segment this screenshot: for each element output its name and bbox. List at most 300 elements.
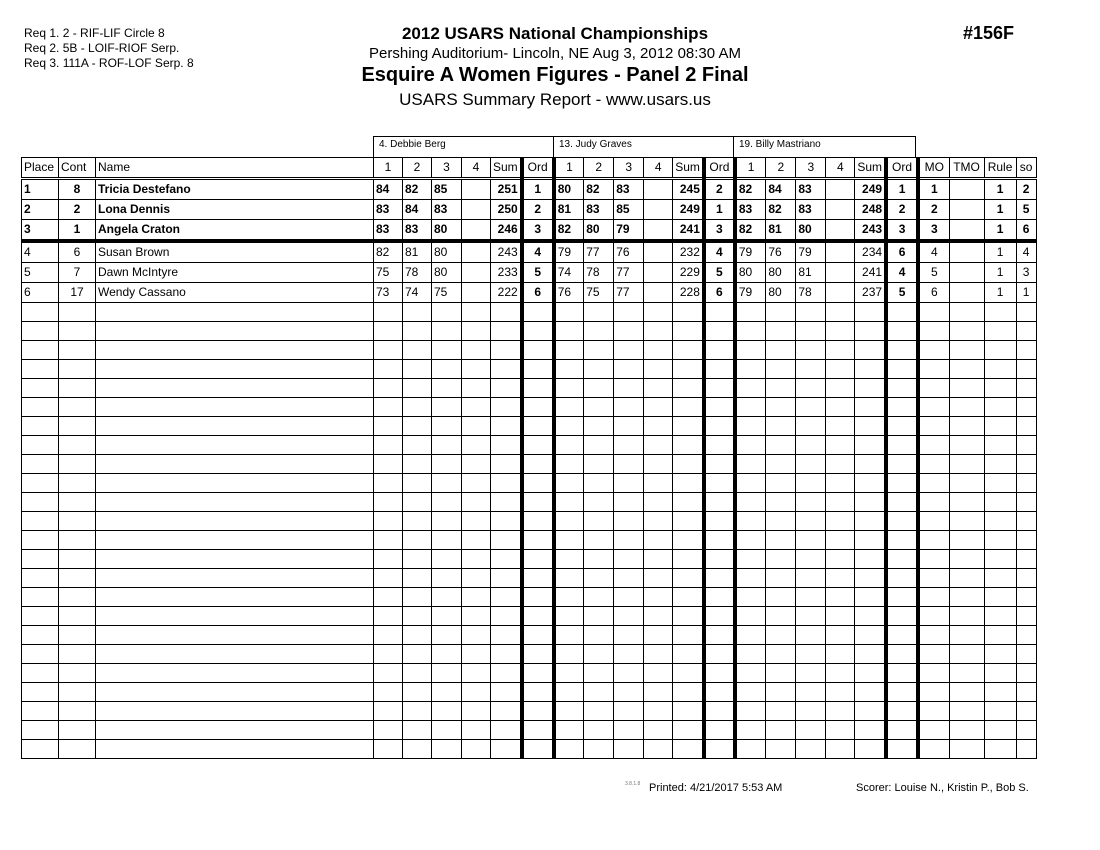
- name-cell: [96, 569, 374, 588]
- judge1-ord-cell: [522, 683, 554, 702]
- so-cell: [1016, 360, 1036, 379]
- judge3-ord-cell: [886, 588, 918, 607]
- judge1-score-1-cell: [374, 569, 403, 588]
- judge1-ord-cell: [522, 740, 554, 759]
- mo-cell: [918, 569, 949, 588]
- judge2-ord-cell: [704, 379, 735, 398]
- judge1-ord-cell: [522, 322, 554, 341]
- judge3-ord-cell: [886, 493, 918, 512]
- judge1-sum-cell: [491, 740, 522, 759]
- judge2-score-3-cell: [614, 322, 644, 341]
- judge3-score-2-cell: [766, 664, 796, 683]
- judge1-score-1-cell: [374, 645, 403, 664]
- judge3-score-4-cell: [826, 493, 855, 512]
- judge1-sum-cell: 233: [491, 263, 522, 283]
- judge1-score-4-cell: [462, 417, 491, 436]
- judge1-score-2-cell: 78: [403, 263, 432, 283]
- judge1-ord-cell: [522, 341, 554, 360]
- judge1-sum-cell: 243: [491, 241, 522, 263]
- col-j3-ord: Ord: [886, 158, 918, 179]
- judge3-score-3-cell: [796, 588, 826, 607]
- judge2-score-1-cell: [554, 569, 584, 588]
- judge2-score-2-cell: [584, 455, 614, 474]
- judge3-score-1-cell: [735, 531, 766, 550]
- judge3-sum-cell: [855, 588, 886, 607]
- judge1-score-3-cell: [432, 721, 462, 740]
- judge1-sum-cell: [491, 607, 522, 626]
- place-cell: [22, 550, 59, 569]
- cont-cell: [59, 512, 96, 531]
- judge1-ord-cell: [522, 379, 554, 398]
- empty-row: [22, 474, 1037, 493]
- judge2-sum-cell: 245: [673, 179, 704, 200]
- mo-cell: [918, 683, 949, 702]
- empty-row: [22, 436, 1037, 455]
- judge2-score-2-cell: [584, 626, 614, 645]
- mo-cell: [918, 721, 949, 740]
- judge1-score-3-cell: [432, 322, 462, 341]
- judge3-ord-cell: [886, 664, 918, 683]
- mo-cell: 4: [918, 241, 949, 263]
- judge2-score-4-cell: [644, 241, 673, 263]
- judge3-sum-cell: 241: [855, 263, 886, 283]
- judge2-sum-cell: [673, 474, 704, 493]
- judge3-score-4-cell: [826, 241, 855, 263]
- judge1-sum-cell: [491, 436, 522, 455]
- judge1-score-2-cell: 84: [403, 200, 432, 220]
- judge2-score-1-cell: [554, 493, 584, 512]
- judge2-score-1-cell: 82: [554, 220, 584, 242]
- judge2-sum-cell: [673, 493, 704, 512]
- judge2-score-4-cell: [644, 721, 673, 740]
- name-cell: Angela Craton: [96, 220, 374, 242]
- judge1-sum-cell: [491, 569, 522, 588]
- judge1-score-3-cell: 80: [432, 220, 462, 242]
- rule-cell: [984, 683, 1016, 702]
- judge1-score-1-cell: [374, 360, 403, 379]
- judge3-ord-cell: 6: [886, 241, 918, 263]
- judge3-ord-cell: [886, 702, 918, 721]
- mo-cell: 5: [918, 263, 949, 283]
- empty-row: [22, 683, 1037, 702]
- place-cell: [22, 417, 59, 436]
- judge1-score-3-cell: [432, 303, 462, 322]
- judge1-score-1-cell: [374, 588, 403, 607]
- judge3-sum-cell: [855, 721, 886, 740]
- tmo-cell: [949, 569, 984, 588]
- rule-cell: [984, 322, 1016, 341]
- name-cell: Lona Dennis: [96, 200, 374, 220]
- judge1-score-1-cell: [374, 531, 403, 550]
- name-cell: [96, 341, 374, 360]
- empty-row: [22, 588, 1037, 607]
- name-cell: [96, 607, 374, 626]
- judge1-sum-cell: [491, 303, 522, 322]
- judge3-sum-cell: 249: [855, 179, 886, 200]
- rule-cell: [984, 436, 1016, 455]
- col-tmo: TMO: [949, 158, 984, 179]
- col-name: Name: [96, 158, 374, 179]
- judge3-score-4-cell: [826, 200, 855, 220]
- judge2-score-1-cell: [554, 740, 584, 759]
- judge1-sum-cell: [491, 417, 522, 436]
- col-j3-s2: 2: [766, 158, 796, 179]
- judge2-ord-cell: [704, 455, 735, 474]
- judge2-ord-cell: [704, 721, 735, 740]
- judge2-score-4-cell: [644, 179, 673, 200]
- judge3-score-1-cell: 79: [735, 241, 766, 263]
- judge1-score-1-cell: [374, 664, 403, 683]
- tmo-cell: [949, 398, 984, 417]
- judge3-score-4-cell: [826, 550, 855, 569]
- judge2-sum-cell: 249: [673, 200, 704, 220]
- judge1-score-4-cell: [462, 569, 491, 588]
- judge1-score-2-cell: [403, 512, 432, 531]
- scorer-names: Scorer: Louise N., Kristin P., Bob S.: [856, 782, 1029, 794]
- cont-cell: [59, 379, 96, 398]
- judge3-ord-cell: [886, 740, 918, 759]
- place-cell: [22, 474, 59, 493]
- mo-cell: [918, 626, 949, 645]
- place-cell: [22, 607, 59, 626]
- col-j2-ord: Ord: [704, 158, 735, 179]
- judge1-score-3-cell: 83: [432, 200, 462, 220]
- cont-cell: [59, 493, 96, 512]
- judge3-sum-cell: [855, 303, 886, 322]
- judge1-score-1-cell: 83: [374, 200, 403, 220]
- judge1-sum-cell: [491, 379, 522, 398]
- judge1-score-3-cell: [432, 702, 462, 721]
- tmo-cell: [949, 607, 984, 626]
- so-cell: [1016, 588, 1036, 607]
- judge3-score-1-cell: [735, 417, 766, 436]
- judge1-sum-cell: [491, 493, 522, 512]
- tmo-cell: [949, 474, 984, 493]
- judge1-ord-cell: [522, 512, 554, 531]
- judge2-ord-cell: [704, 398, 735, 417]
- judge3-ord-cell: [886, 417, 918, 436]
- cont-cell: [59, 664, 96, 683]
- judge3-score-1-cell: [735, 303, 766, 322]
- rule-cell: 1: [984, 200, 1016, 220]
- judge3-score-3-cell: [796, 550, 826, 569]
- cont-cell: [59, 645, 96, 664]
- judge2-ord-cell: 1: [704, 200, 735, 220]
- judge3-score-1-cell: [735, 379, 766, 398]
- judge3-score-2-cell: 80: [766, 283, 796, 303]
- judge3-sum-cell: 243: [855, 220, 886, 242]
- judge3-ord-cell: [886, 398, 918, 417]
- judge3-score-3-cell: 80: [796, 220, 826, 242]
- name-cell: [96, 493, 374, 512]
- judge3-score-1-cell: [735, 683, 766, 702]
- judge3-score-4-cell: [826, 607, 855, 626]
- judge1-score-1-cell: [374, 721, 403, 740]
- judge1-score-2-cell: [403, 398, 432, 417]
- so-cell: [1016, 341, 1036, 360]
- judge2-score-2-cell: [584, 417, 614, 436]
- cont-cell: [59, 303, 96, 322]
- so-cell: [1016, 455, 1036, 474]
- rule-cell: [984, 531, 1016, 550]
- judge3-score-1-cell: [735, 569, 766, 588]
- judge3-score-1-cell: [735, 588, 766, 607]
- judge1-ord-cell: [522, 398, 554, 417]
- place-cell: [22, 645, 59, 664]
- col-rule: Rule: [984, 158, 1016, 179]
- judge2-score-2-cell: [584, 740, 614, 759]
- judge1-ord-cell: [522, 702, 554, 721]
- judge2-score-4-cell: [644, 220, 673, 242]
- col-j2-sum: Sum: [673, 158, 704, 179]
- judge2-ord-cell: [704, 493, 735, 512]
- judge3-score-3-cell: [796, 531, 826, 550]
- judge1-score-1-cell: [374, 455, 403, 474]
- tmo-cell: [949, 220, 984, 242]
- judge2-ord-cell: [704, 303, 735, 322]
- judge3-ord-cell: [886, 436, 918, 455]
- rule-cell: [984, 607, 1016, 626]
- judge2-score-3-cell: 77: [614, 283, 644, 303]
- judge1-score-4-cell: [462, 702, 491, 721]
- judge2-sum-cell: [673, 398, 704, 417]
- judge1-score-1-cell: [374, 702, 403, 721]
- so-cell: [1016, 398, 1036, 417]
- judge2-score-4-cell: [644, 263, 673, 283]
- judge3-sum-cell: [855, 379, 886, 398]
- place-cell: 1: [22, 179, 59, 200]
- judge1-ord-cell: [522, 474, 554, 493]
- judge1-score-2-cell: 74: [403, 283, 432, 303]
- judge2-score-3-cell: 77: [614, 263, 644, 283]
- so-cell: [1016, 664, 1036, 683]
- judge1-sum-cell: 246: [491, 220, 522, 242]
- judge1-score-2-cell: [403, 550, 432, 569]
- judge1-ord-cell: [522, 303, 554, 322]
- cont-cell: [59, 322, 96, 341]
- empty-row: [22, 702, 1037, 721]
- judge2-score-4-cell: [644, 512, 673, 531]
- judge1-score-4-cell: [462, 626, 491, 645]
- judge2-score-1-cell: [554, 417, 584, 436]
- judge1-score-4-cell: [462, 607, 491, 626]
- rule-cell: [984, 569, 1016, 588]
- so-cell: [1016, 512, 1036, 531]
- judge2-ord-cell: [704, 550, 735, 569]
- cont-cell: [59, 531, 96, 550]
- place-cell: [22, 588, 59, 607]
- judge3-score-3-cell: [796, 341, 826, 360]
- judge3-score-1-cell: [735, 474, 766, 493]
- judge3-score-3-cell: [796, 702, 826, 721]
- printed-timestamp: Printed: 4/21/2017 5:53 AM: [649, 782, 783, 794]
- judge2-score-4-cell: [644, 283, 673, 303]
- judge1-score-3-cell: 85: [432, 179, 462, 200]
- judge1-score-4-cell: [462, 721, 491, 740]
- judge2-score-3-cell: [614, 474, 644, 493]
- judge1-ord-cell: 2: [522, 200, 554, 220]
- judge2-score-2-cell: [584, 683, 614, 702]
- judge1-sum-cell: [491, 702, 522, 721]
- judge3-score-2-cell: 76: [766, 241, 796, 263]
- rule-cell: [984, 645, 1016, 664]
- empty-row: [22, 417, 1037, 436]
- event-number: #156F: [963, 23, 1015, 43]
- judge3-score-4-cell: [826, 702, 855, 721]
- judge1-ord-cell: [522, 360, 554, 379]
- col-j2-s3: 3: [614, 158, 644, 179]
- judge2-score-1-cell: [554, 379, 584, 398]
- judge3-score-2-cell: 80: [766, 263, 796, 283]
- tmo-cell: [949, 550, 984, 569]
- judge2-score-3-cell: [614, 588, 644, 607]
- judge2-sum-cell: [673, 588, 704, 607]
- judge3-score-2-cell: [766, 607, 796, 626]
- rule-cell: [984, 474, 1016, 493]
- empty-row: [22, 341, 1037, 360]
- tmo-cell: [949, 531, 984, 550]
- empty-row: [22, 455, 1037, 474]
- judge3-score-4-cell: [826, 360, 855, 379]
- judge3-score-2-cell: [766, 512, 796, 531]
- judge1-score-3-cell: [432, 360, 462, 379]
- judge3-score-1-cell: 83: [735, 200, 766, 220]
- judge1-score-2-cell: [403, 683, 432, 702]
- judge2-sum-cell: [673, 303, 704, 322]
- judge1-score-4-cell: [462, 493, 491, 512]
- cont-cell: [59, 436, 96, 455]
- rule-cell: [984, 721, 1016, 740]
- judge2-score-3-cell: [614, 455, 644, 474]
- judge3-score-4-cell: [826, 664, 855, 683]
- judge3-ord-cell: [886, 626, 918, 645]
- tmo-cell: [949, 283, 984, 303]
- judge1-score-4-cell: [462, 645, 491, 664]
- judge1-score-4-cell: [462, 220, 491, 242]
- so-cell: [1016, 303, 1036, 322]
- tmo-cell: [949, 200, 984, 220]
- judge1-score-3-cell: [432, 512, 462, 531]
- name-cell: [96, 436, 374, 455]
- judge3-sum-cell: [855, 702, 886, 721]
- judge2-score-2-cell: 75: [584, 283, 614, 303]
- judge3-score-1-cell: [735, 626, 766, 645]
- cont-cell: 8: [59, 179, 96, 200]
- tmo-cell: [949, 322, 984, 341]
- judge2-ord-cell: [704, 512, 735, 531]
- so-cell: [1016, 474, 1036, 493]
- so-cell: [1016, 550, 1036, 569]
- judge2-score-4-cell: [644, 341, 673, 360]
- judge3-score-4-cell: [826, 379, 855, 398]
- judge3-score-1-cell: 82: [735, 179, 766, 200]
- judge3-score-2-cell: [766, 474, 796, 493]
- judge1-score-4-cell: [462, 531, 491, 550]
- rule-cell: [984, 341, 1016, 360]
- judge2-score-4-cell: [644, 740, 673, 759]
- so-cell: [1016, 531, 1036, 550]
- judge3-score-4-cell: [826, 263, 855, 283]
- judge3-score-3-cell: [796, 417, 826, 436]
- cont-cell: 17: [59, 283, 96, 303]
- judge2-ord-cell: 3: [704, 220, 735, 242]
- judge1-score-1-cell: [374, 626, 403, 645]
- judge2-score-4-cell: [644, 417, 673, 436]
- judge2-score-4-cell: [644, 683, 673, 702]
- judge3-score-3-cell: 78: [796, 283, 826, 303]
- judge2-sum-cell: [673, 417, 704, 436]
- judge1-score-1-cell: [374, 303, 403, 322]
- judge3-score-1-cell: 80: [735, 263, 766, 283]
- judge3-score-4-cell: [826, 455, 855, 474]
- judge2-ord-cell: [704, 645, 735, 664]
- judge1-score-3-cell: [432, 436, 462, 455]
- judge2-score-1-cell: 81: [554, 200, 584, 220]
- cont-cell: 6: [59, 241, 96, 263]
- judge3-score-1-cell: [735, 721, 766, 740]
- judge3-score-4-cell: [826, 569, 855, 588]
- judge1-sum-cell: [491, 645, 522, 664]
- name-cell: [96, 531, 374, 550]
- judge1-ord-cell: [522, 493, 554, 512]
- empty-row: [22, 569, 1037, 588]
- judge2-sum-cell: [673, 607, 704, 626]
- judge3-score-4-cell: [826, 398, 855, 417]
- judge1-ord-cell: [522, 645, 554, 664]
- tmo-cell: [949, 436, 984, 455]
- judge2-score-3-cell: [614, 341, 644, 360]
- place-cell: [22, 664, 59, 683]
- judge3-ord-cell: [886, 569, 918, 588]
- judge1-sum-cell: [491, 531, 522, 550]
- judge1-score-4-cell: [462, 664, 491, 683]
- judge3-score-3-cell: [796, 512, 826, 531]
- judge1-score-3-cell: [432, 531, 462, 550]
- judge2-score-1-cell: [554, 455, 584, 474]
- mo-cell: [918, 303, 949, 322]
- empty-row: [22, 379, 1037, 398]
- judge2-score-2-cell: 80: [584, 220, 614, 242]
- col-j3-s1: 1: [735, 158, 766, 179]
- judge2-sum-cell: [673, 360, 704, 379]
- judge1-ord-cell: 6: [522, 283, 554, 303]
- judge3-score-1-cell: [735, 512, 766, 531]
- judge1-ord-cell: [522, 607, 554, 626]
- col-j1-s1: 1: [374, 158, 403, 179]
- judge2-ord-cell: [704, 607, 735, 626]
- judge3-score-1-cell: 82: [735, 220, 766, 242]
- judge3-score-2-cell: [766, 417, 796, 436]
- so-cell: [1016, 721, 1036, 740]
- judge1-score-2-cell: [403, 569, 432, 588]
- judge3-score-3-cell: [796, 626, 826, 645]
- cont-cell: [59, 341, 96, 360]
- tmo-cell: [949, 241, 984, 263]
- judge3-score-4-cell: [826, 531, 855, 550]
- judge3-ord-cell: [886, 531, 918, 550]
- name-cell: [96, 360, 374, 379]
- judge1-sum-cell: [491, 721, 522, 740]
- judge2-ord-cell: 4: [704, 241, 735, 263]
- cont-cell: [59, 626, 96, 645]
- rule-cell: [984, 398, 1016, 417]
- name-cell: [96, 379, 374, 398]
- tmo-cell: [949, 664, 984, 683]
- judge3-ord-cell: [886, 360, 918, 379]
- judge1-score-2-cell: 83: [403, 220, 432, 242]
- judge2-ord-cell: 2: [704, 179, 735, 200]
- name-cell: [96, 626, 374, 645]
